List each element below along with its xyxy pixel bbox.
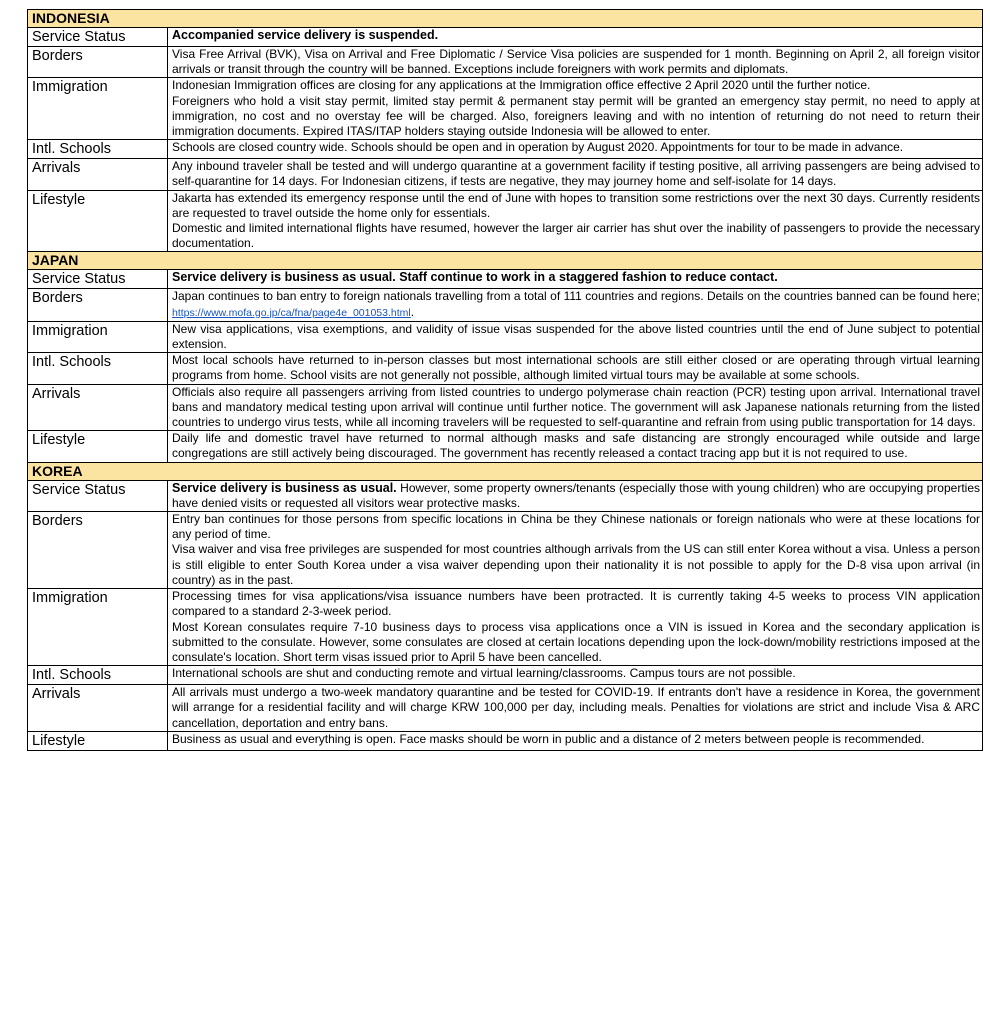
row-label: Arrivals	[28, 685, 168, 732]
row-label: Immigration	[28, 78, 168, 140]
row-content	[168, 270, 983, 289]
paragraph: Jakarta has extended its emergency response until the end of June with hopes to transition some restrictions over the next 30 days. Currently residents are requested to travel outside the home only for essentials.	[172, 190, 981, 220]
row-label: Arrivals	[28, 384, 168, 431]
row-lifestyle	[28, 190, 983, 252]
row-label: Service Status	[28, 270, 168, 289]
row-lifestyle	[28, 431, 983, 462]
row-immigration	[28, 321, 983, 352]
row-label: Lifestyle	[28, 190, 168, 252]
row-content	[168, 289, 983, 321]
row-immigration	[28, 589, 983, 666]
row-content: New visa applications, visa exemptions, and validity of issue visas suspended for the above listed countries until the end of June subject to potential extension.	[168, 321, 983, 352]
row-content	[168, 190, 983, 252]
country-header-korea	[28, 462, 983, 480]
row-content: Business as usual and everything is open. Face masks should be worn in public and a distance of 2 meters between people is recommended.	[168, 731, 983, 750]
paragraph: Indonesian Immigration offices are closing for any applications at the Immigration office effective 2 April 2020 until the further notice.	[172, 78, 871, 93]
country-name: JAPAN	[28, 252, 983, 270]
row-content: Any inbound traveler shall be tested and will undergo quarantine at a government facility if testing positive, all arriving passengers are being advised to self-quarantine for 14 days. For Indonesian citizens, if tests are negative, they may journey home and self-isolate for 14 days.	[168, 159, 983, 190]
row-label: Lifestyle	[28, 731, 168, 750]
row-label: Intl. Schools	[28, 666, 168, 685]
row-content: International schools are shut and conducting remote and virtual learning/classrooms. Campus tours are not possible.	[168, 666, 983, 685]
row-label: Immigration	[28, 321, 168, 352]
row-lifestyle	[28, 731, 983, 750]
country-status-table	[27, 9, 983, 751]
row-intl-schools	[28, 140, 983, 159]
row-content: Most local schools have returned to in-person classes but most international schools are still either closed or are operating through virtual learning programs from home. School visits are not generally not possible, although limited virtual tours may be available at some schools.	[168, 353, 983, 384]
row-label: Intl. Schools	[28, 140, 168, 159]
row-intl-schools	[28, 666, 983, 685]
mofa-link[interactable]: https://www.mofa.go.jp/ca/fna/page4e_001053.html	[172, 306, 411, 319]
paragraph: Entry ban continues for those persons from specific locations in China be they Chinese nationals or foreign nationals who were at these locations for any period of time.	[172, 512, 981, 542]
borders-tail: .	[410, 304, 415, 319]
row-immigration	[28, 78, 983, 140]
row-content: Officials also require all passengers arriving from listed countries to undergo polymerase chain reaction (PCR) testing upon arrival. International travel bans and mandatory medical testing upon arrival will continue until further notice. The government will ask Japanese nationals returning from the listed countries to undergo virus tests, while all incoming travelers will be requested to self-quarantine and refrain from using public transportation for 14 days.	[168, 384, 983, 431]
row-content: Daily life and domestic travel have returned to normal although masks and safe distancing are strongly encouraged while outside and large congregations are still actively being discouraged. The government has recently released a contact tracing app but it is not required to use.	[168, 431, 983, 462]
row-service-status	[28, 480, 983, 511]
row-borders	[28, 47, 983, 78]
paragraph: Visa waiver and visa free privileges are suspended for most countries although arrivals from the US can still enter Korea without a visa. Unless a person is still eligible to enter South Korea under a visa waiver depending upon their nationality it is not possible to apply for the D-8 visa upon arrival (in country) as in the past.	[172, 542, 981, 587]
row-label: Borders	[28, 47, 168, 78]
paragraph: Most Korean consulates require 7-10 business days to process visa applications once a VIN is issued in Korea and the secondary application is submitted to the consulate. However, some consulates are closed at certain locations depending upon the lock-down/mobility restrictions imposed at the consulate's location. Short term visas issued prior to April 5 have been cancelled.	[172, 619, 981, 664]
row-borders	[28, 512, 983, 589]
row-content	[168, 512, 983, 589]
row-intl-schools	[28, 353, 983, 384]
row-content: All arrivals must undergo a two-week mandatory quarantine and be tested for COVID-19. If entrants don't have a residence in Korea, the government will arrange for a residential facility and will charge KRW 100,000 per day, including meals. Penalties for violations are strict and include Visa & ARC cancellation, deportation and entry bans.	[168, 685, 983, 732]
paragraph: Foreigners who hold a visit stay permit, limited stay permit & permanent stay permit will be granted an emergency stay permit, no need to apply at immigration, no cost and no overstay fee will be charged. Also, foreigners leaving and with no intention of returning do not need to return their immigration documents. Expired ITAS/ITAP holders staying outside Indonesia will be allowed to enter.	[172, 93, 981, 139]
row-service-status	[28, 270, 983, 289]
row-content	[168, 589, 983, 666]
row-content	[168, 28, 983, 47]
service-status-bold: Service delivery is business as usual. Staff continue to work in a staggered fashion to reduce contact.	[172, 270, 778, 285]
row-label: Borders	[28, 289, 168, 321]
row-content	[168, 78, 983, 140]
row-content: Visa Free Arrival (BVK), Visa on Arrival and Free Diplomatic / Service Visa policies are suspended for 1 month. Beginning on April 2, all foreign visitor arrivals or transit through the country will be banned. Exceptions include foreigners with work permits and diplomats.	[168, 47, 983, 78]
row-label: Service Status	[28, 28, 168, 47]
service-status-text: However, some property owners/tenants (especially those with young children) who are occupying properties have denied visits or requested all visitors wear protective masks.	[172, 480, 981, 510]
row-borders	[28, 289, 983, 321]
row-service-status	[28, 28, 983, 47]
row-arrivals	[28, 159, 983, 190]
row-content: Schools are closed country wide. Schools should be open and in operation by August 2020. Appointments for tour to be made in advance.	[168, 140, 983, 159]
service-status-bold: Accompanied service delivery is suspended.	[172, 28, 439, 42]
paragraph: Processing times for visa applications/visa issuance numbers have been protracted. It is currently taking 4-5 weeks to process VIN application compared to a standard 2-3-week period.	[172, 589, 981, 619]
row-arrivals	[28, 384, 983, 431]
country-header-japan	[28, 252, 983, 270]
paragraph: Domestic and limited international flights have resumed, however the larger air carrier has shut over the inability of passengers to provide the necessary documentation.	[172, 221, 981, 251]
row-label: Arrivals	[28, 159, 168, 190]
row-label: Service Status	[28, 480, 168, 511]
country-name: KOREA	[28, 462, 983, 480]
row-label: Lifestyle	[28, 431, 168, 462]
row-arrivals	[28, 685, 983, 732]
row-label: Intl. Schools	[28, 353, 168, 384]
country-name: INDONESIA	[28, 10, 983, 28]
row-content	[168, 480, 983, 511]
row-label: Borders	[28, 512, 168, 589]
row-label: Immigration	[28, 589, 168, 666]
country-header-indonesia	[28, 10, 983, 28]
borders-text: Japan continues to ban entry to foreign nationals travelling from a total of 111 countries and regions. Details on the countries banned can be found here;	[172, 289, 981, 304]
service-status-bold: Service delivery is business as usual.	[172, 480, 397, 495]
